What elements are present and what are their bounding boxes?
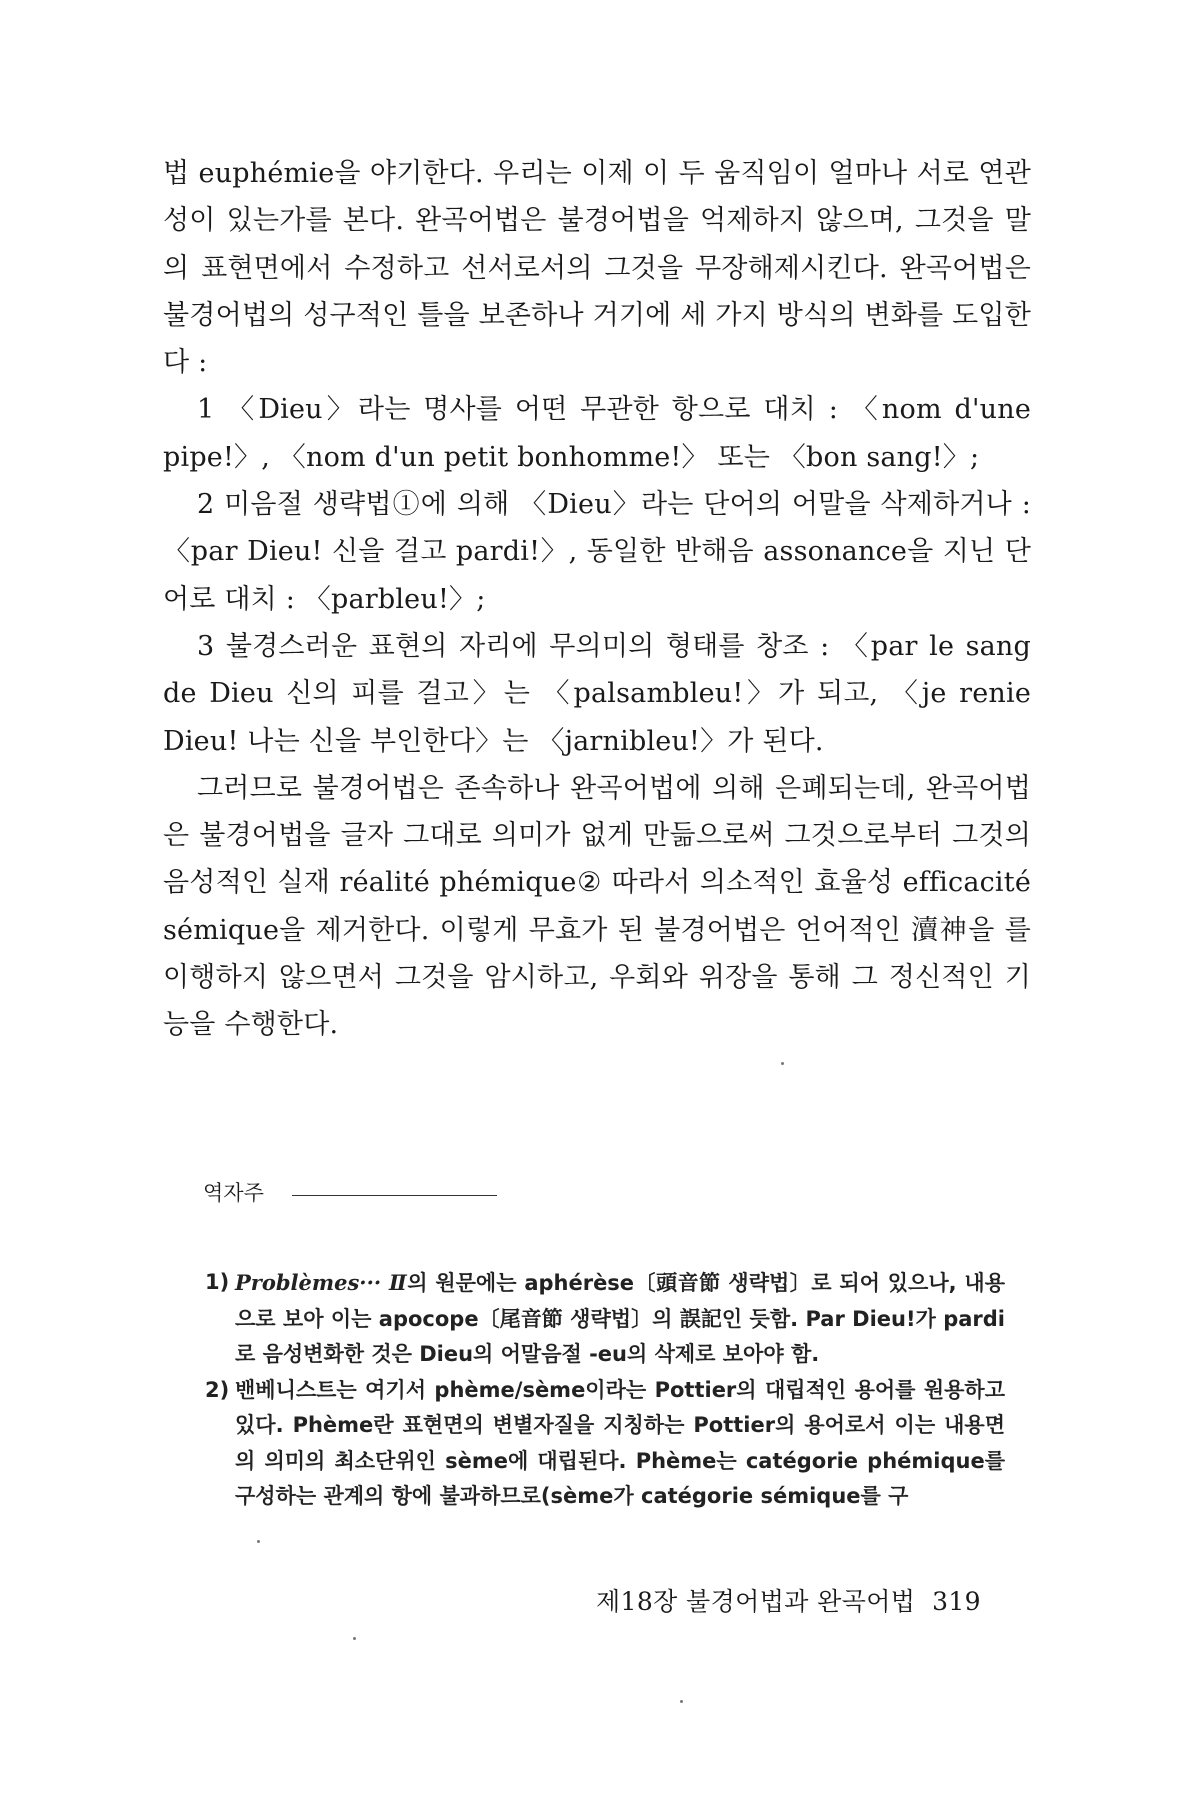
scan-speck — [353, 1637, 356, 1640]
list-item-3: 3 불경스러운 표현의 자리에 무의미의 형태를 창조 : 〈par le sang de Dieu 신의 피를 걸고〉는 〈palsambleu!〉가 되고, 〈je renie Dieu! 나는 신을 부인한다〉는 〈jarnibleu!〉가 된다. — [163, 630, 1031, 757]
footnote-heading: 역자주 — [203, 1181, 264, 1205]
paragraph-1: 법 euphémie을 야기한다. 우리는 이제 이 두 움직임이 얼마나 서로 연관성이 있는가를 본다. 완곡어법은 불경어법을 억제하지 않으며, 그것을 말의 표현면에서 수정하고 선서로서의 그것을 무장해제시킨다. 완곡어법은 불경어법의 성구적인 틀을 보존하나 거기에 세 가지 방식의 변화를 도입한다 : — [163, 158, 1031, 379]
paragraph-2: 그러므로 불경어법은 존속하나 완곡어법에 의해 은폐되는데, 완곡어법은 불경어법을 글자 그대로 의미가 없게 만듦으로써 그것으로부터 그것의 음성적인 실재 réalité phémique② 따라서 의소적인 효율성 efficacité sémique을 제거한다. 이렇게 무효가 된 불경어법은 언어적인 瀆神을 를 이행하지 않으면서 그것을 암시하고, 우회와 위장을 통해 그 정신적인 기능을 수행한다. — [163, 772, 1031, 1041]
page-number: 319 — [932, 1587, 981, 1616]
scan-speck — [257, 1540, 260, 1543]
footnotes — [205, 1265, 1005, 1515]
footnote-source: Problèmes··· Ⅱ — [235, 1270, 408, 1295]
footnote-text: 의 원문에는 aphérèse〔頭音節 생략법〕로 되어 있으나, 내용으로 보아 이는 apocope〔尾音節 생략법〕의 誤記인 듯함. Par Dieu!가 pardi로 음성변화한 것은 Dieu의 어말음절 -eu의 삭제로 보아야 함. — [235, 1271, 1006, 1366]
footnote-text: 밴베니스트는 여기서 phème/sème이라는 Pottier의 대립적인 용어를 원용하고 있다. Phème란 표현면의 변별자질을 지칭하는 Pottier의 용어로서 이는 내용면의 의미의 최소단위인 sème에 대립된다. Phème는 catégorie phémique를 구성하는 관계의 항에 불과하므로(sème가 catégorie sémique를 구 — [235, 1377, 1005, 1508]
list-item-2: 2 미음절 생략법①에 의해 〈Dieu〉라는 단어의 어말을 삭제하거나 : 〈par Dieu! 신을 걸고 pardi!〉, 동일한 반해음 assonance을 지닌 단어로 대치 : 〈parbleu!〉; — [163, 489, 1031, 615]
footnote-number: 2) — [205, 1377, 230, 1402]
footnote-divider — [292, 1195, 497, 1196]
main-text — [163, 150, 1031, 1049]
footnote-2 — [205, 1373, 1005, 1515]
scan-speck — [680, 1700, 683, 1703]
running-footer — [596, 1585, 981, 1619]
chapter-title: 제18장 불경어법과 완곡어법 — [596, 1587, 916, 1616]
scan-speck — [781, 1062, 784, 1065]
footnote-number: 1) — [205, 1270, 230, 1294]
list-item-1: 1 〈Dieu〉라는 명사를 어떤 무관한 항으로 대치 : 〈nom d'une pipe!〉, 〈nom d'un petit bonhomme!〉 또는 〈bon sang!〉; — [163, 394, 1031, 473]
footnote-1 — [205, 1265, 1005, 1373]
